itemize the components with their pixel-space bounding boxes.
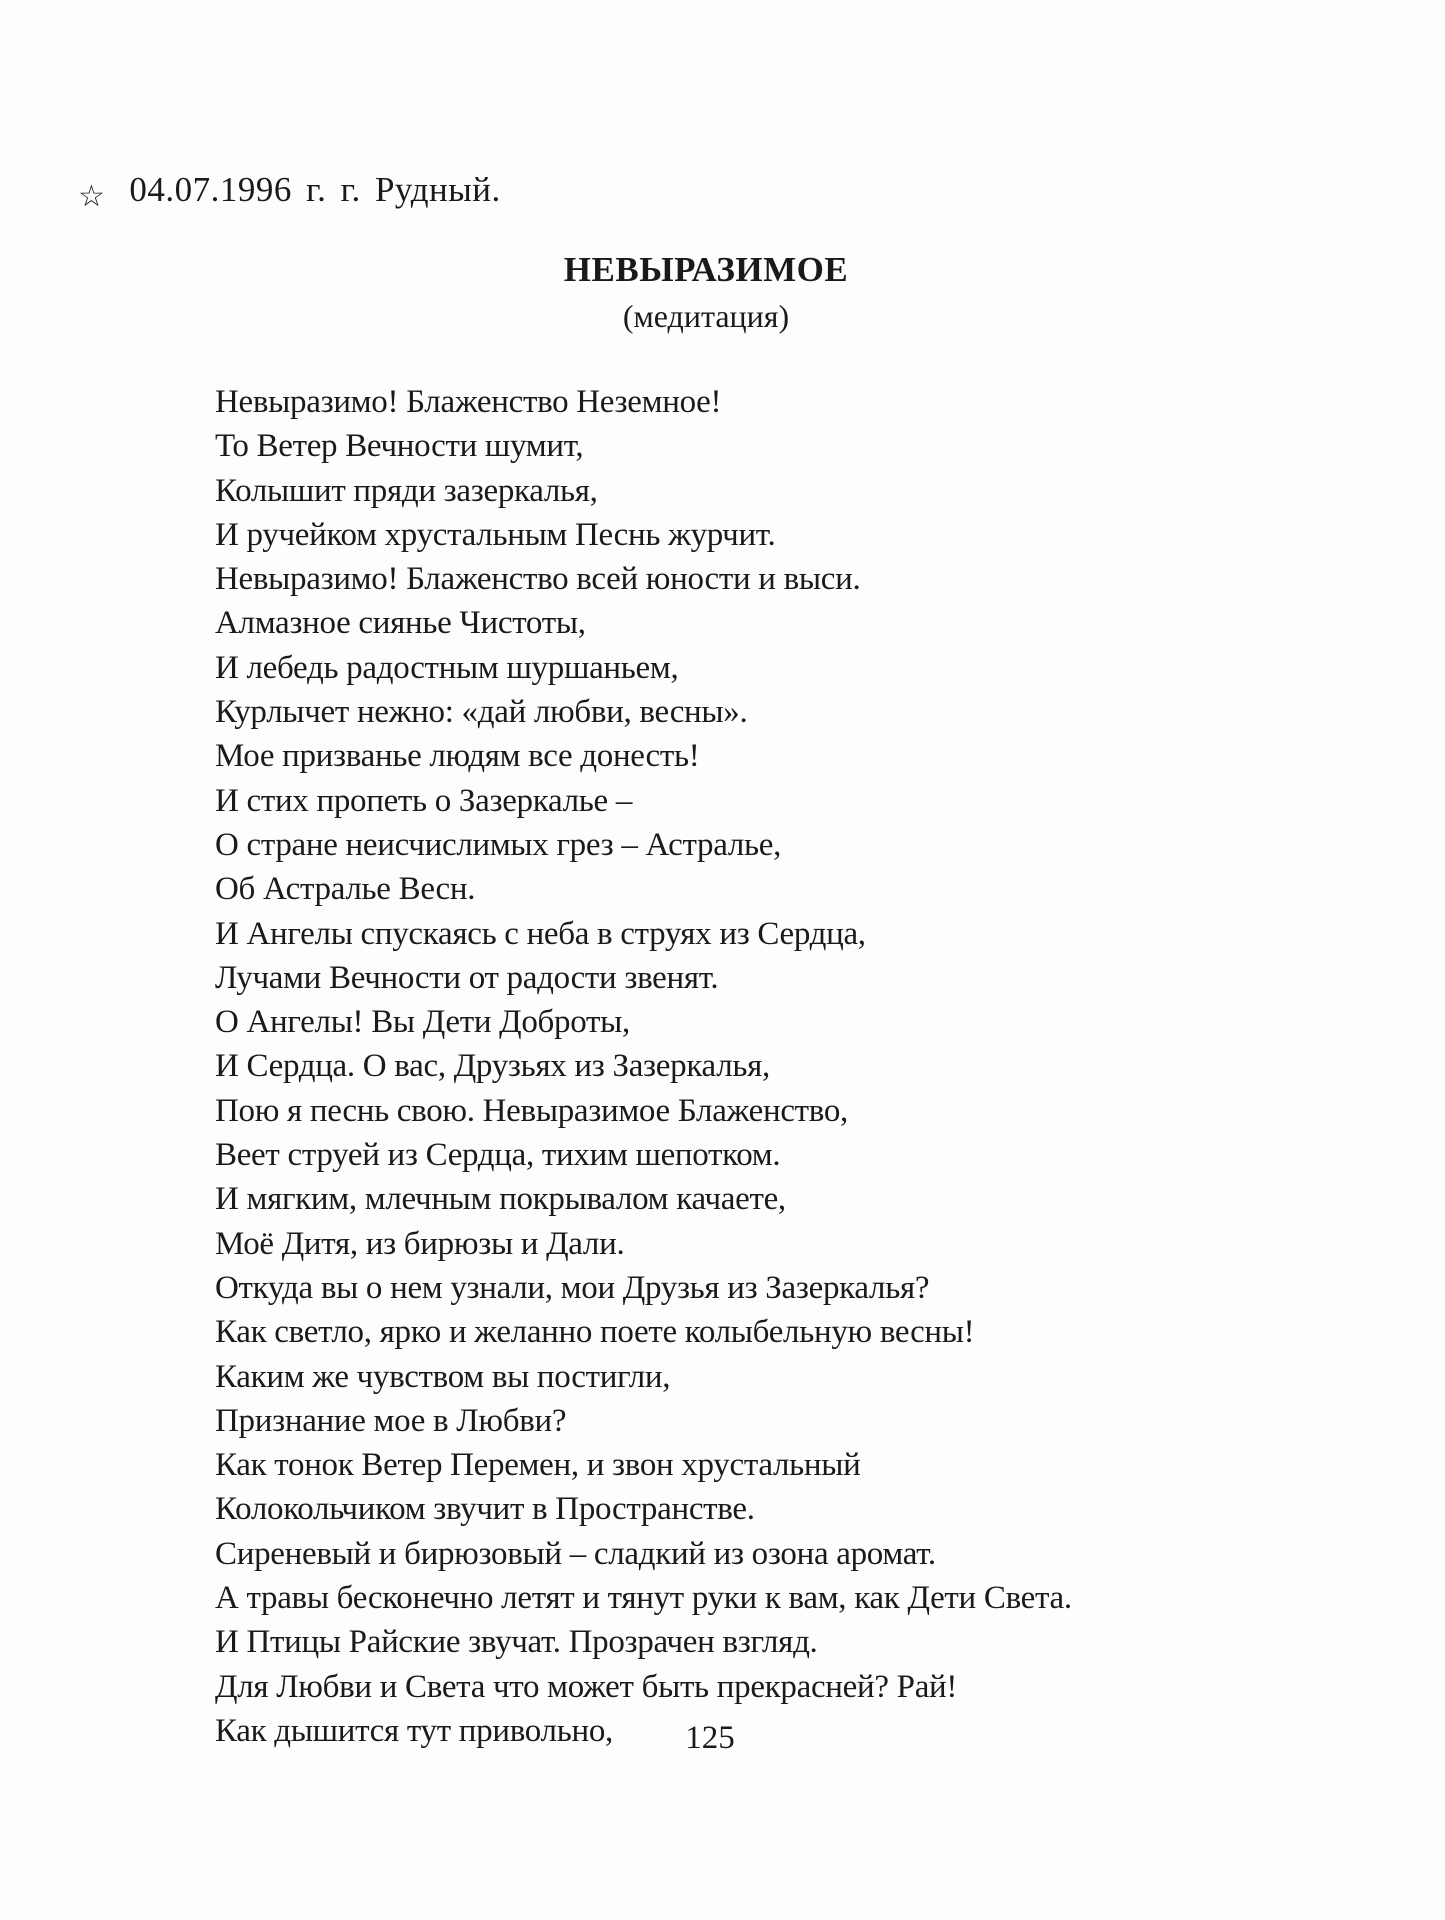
poem-line: Мое призванье людям все донесть! [215, 738, 700, 775]
poem-body [215, 380, 1395, 1753]
poem-line: Лучами Вечности от радости звенят. [215, 959, 719, 996]
poem-line: И Ангелы спускаясь с неба в струях из Сердца, [215, 915, 866, 952]
star-icon: ☆ [78, 178, 106, 214]
poem-line: Признание мое в Любви? [215, 1402, 567, 1439]
poem-line: И ручейком хрустальным Песнь журчит. [215, 516, 776, 553]
poem-line: Откуда вы о нем узнали, мои Друзья из Зазеркалья? [215, 1269, 930, 1306]
poem-line: Моё Дитя, из бирюзы и Дали. [215, 1225, 625, 1262]
poem-line: Каким же чувством вы постигли, [215, 1358, 671, 1395]
poem-line: Как светло, ярко и желанно поете колыбельную весны! [215, 1314, 975, 1351]
poem-line: О стране неисчислимых грез – Астралье, [215, 826, 782, 863]
dateline [78, 170, 501, 214]
poem-line: И стих пропеть о Зазеркалье – [215, 782, 633, 819]
poem-line: И Сердца. О вас, Друзьях из Зазеркалья, [215, 1048, 770, 1085]
poem-line: Курлычет нежно: «дай любви, весны». [215, 694, 748, 731]
poem-subtitle: (медитация) [622, 298, 790, 334]
poem-line: Колышит пряди зазеркалья, [215, 472, 598, 509]
poem-line: Как дышится тут привольно, [215, 1712, 613, 1749]
poem-line: Колокольчиком звучит в Пространстве. [215, 1491, 755, 1528]
poem-line: Алмазное сиянье Чистоты, [215, 605, 586, 642]
poem-line: И мягким, млечным покрывалом качаете, [215, 1181, 786, 1218]
poem-line: Как тонок Ветер Перемен, и звон хрустальный [215, 1447, 861, 1484]
poem-line: Невыразимо! Блаженство Неземное! [215, 384, 722, 420]
poem-line: Веет струей из Сердца, тихим шепотком. [215, 1137, 781, 1174]
page-number: 125 [685, 1720, 735, 1756]
poem-line: Невыразимо! Блаженство всей юности и выси. [215, 561, 861, 598]
date-place-text: 04.07.1996 г. г. Рудный. [129, 170, 501, 209]
poem-line: А травы бесконечно летят и тянут руки к вам, как Дети Света. [215, 1580, 1072, 1617]
poem-line: То Ветер Вечности шумит, [215, 428, 584, 465]
poem-line: И лебедь радостным шуршаньем, [215, 649, 679, 686]
poem-title: НЕВЫРАЗИМОЕ [563, 250, 849, 289]
poem-line: Об Астралье Весн. [215, 871, 476, 908]
poem-line: Пою я песнь свою. Невыразимое Блаженство, [215, 1092, 848, 1129]
poem-line: И Птицы Райские звучат. Прозрачен взгляд. [215, 1624, 818, 1661]
poem-line: Для Любви и Света что может быть прекрасней? Рай! [215, 1668, 958, 1705]
poem-line: Сиреневый и бирюзовый – сладкий из озона аромат. [215, 1535, 936, 1572]
poem-line: О Ангелы! Вы Дети Доброты, [215, 1004, 630, 1041]
